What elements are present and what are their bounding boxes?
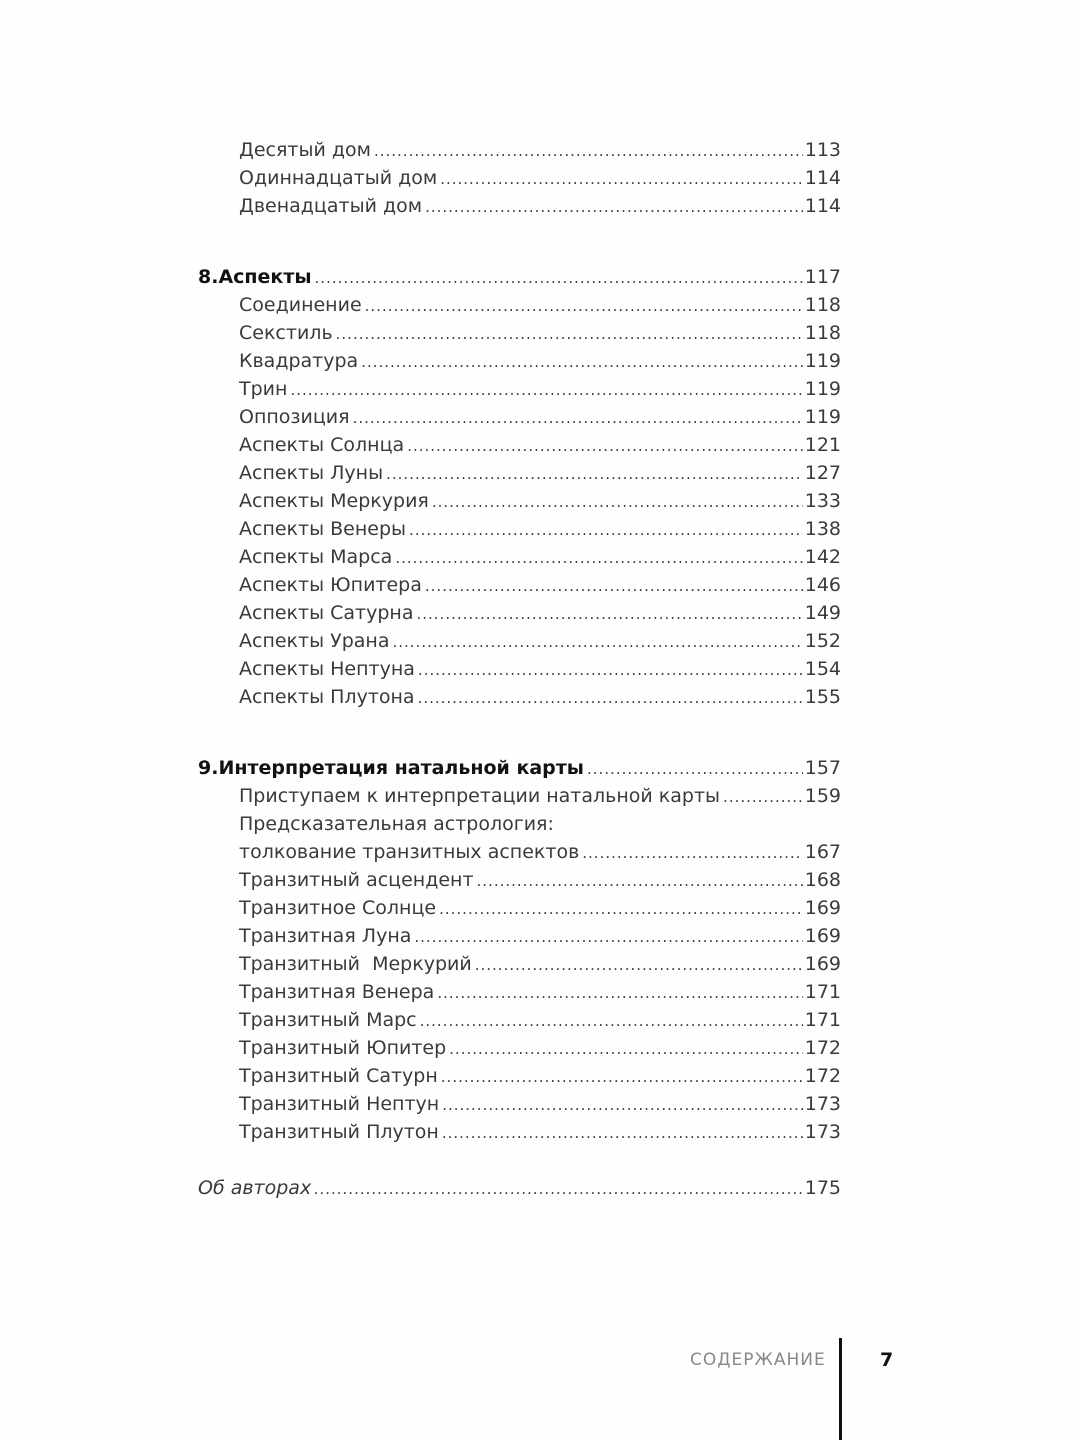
toc-entry-page: 149 [804,602,841,624]
toc-entry-title: Аспекты Венеры [239,518,407,540]
toc-entry-title: Транзитный Меркурий [239,953,472,975]
dot-leader [418,684,803,712]
dot-leader [582,839,802,867]
toc-entry-page: 146 [804,574,841,596]
toc-entry-page: 138 [804,518,841,540]
toc-entry-continued [239,810,841,838]
toc-entry-title: Соединение [239,294,362,316]
toc-entry-title: Оппозиция [239,406,350,428]
toc-entry-page: 167 [804,841,841,863]
toc-entry-title: Транзитный Юпитер [239,1037,447,1059]
toc-entry-title: Квадратура [239,350,359,372]
dot-leader [475,951,803,979]
dot-leader [437,979,802,1007]
toc-entry-title: Секстиль [239,322,333,344]
dot-leader [425,572,803,600]
toc-entry [239,543,841,571]
toc-entry-title: толкование транзитных аспектов [239,841,580,863]
toc-entry-page: 168 [804,869,841,891]
toc-entry-page: 159 [804,785,841,807]
toc-chapter-9 [198,754,841,782]
toc-entry [239,291,841,319]
chapter-number: 8. [198,266,219,288]
toc-entry [239,922,841,950]
toc-entry-title: Предсказательная астрология: [239,813,554,835]
toc-entry-title: Аспекты Сатурна [239,602,414,624]
dot-leader [395,544,802,572]
dot-leader [442,1119,803,1147]
toc-entry-title: Аспекты Юпитера [239,574,422,596]
page-number: 7 [880,1349,894,1371]
dot-leader [407,432,803,460]
toc-entry-page: 118 [804,322,841,344]
toc-entry-title: Об авторах [198,1177,312,1199]
toc-entry [239,1090,841,1118]
dot-leader [365,292,803,320]
toc-entry-page: 169 [804,897,841,919]
chapter-title: Интерпретация натальной карты [218,757,584,779]
toc-entry-page: 119 [804,406,841,428]
dot-leader [336,320,803,348]
toc-entry-page: 118 [804,294,841,316]
toc-entry-page: 114 [804,195,841,217]
toc-entry [239,164,841,192]
toc-entry-title: Трин [239,378,288,400]
dot-leader [393,628,803,656]
toc-entry-page: 171 [804,1009,841,1031]
toc-entry-title: Аспекты Меркурия [239,490,429,512]
toc-entry-title: Транзитная Венера [239,981,435,1003]
dot-leader [442,1091,803,1119]
toc-entry [239,599,841,627]
dot-leader [386,460,803,488]
toc-entry-page: 142 [804,546,841,568]
toc-entry-page: 175 [804,1177,841,1199]
toc-entry [239,1062,841,1090]
toc-entry-page: 113 [804,139,841,161]
dot-leader [723,783,803,811]
dot-leader [374,137,803,165]
toc-entry [239,403,841,431]
toc-entry [239,487,841,515]
toc-entry-title: Транзитный Плутон [239,1121,439,1143]
toc-entry [239,375,841,403]
toc-entry [239,950,841,978]
toc-entry-page: 121 [804,434,841,456]
toc-entry [239,571,841,599]
toc-entry-page: 154 [804,658,841,680]
toc-entry-title: Транзитный асцендент [239,869,474,891]
dot-leader [420,1007,803,1035]
dot-leader [477,867,803,895]
toc-entry-title: Аспекты Урана [239,630,390,652]
toc-entry-page: 173 [804,1121,841,1143]
toc-entry [239,655,841,683]
dot-leader [441,1063,803,1091]
dot-leader [432,488,803,516]
toc-entry [239,894,841,922]
toc-entry [239,1118,841,1146]
toc-entry-page: 155 [804,686,841,708]
dot-leader [439,895,803,923]
toc-entry [239,838,841,866]
chapter-title: Аспекты [218,266,312,288]
toc-entry [239,136,841,164]
toc-entry [239,192,841,220]
toc-entry-title: Приступаем к интерпретации натальной карты [239,785,721,807]
toc-entry-page: 172 [804,1037,841,1059]
chapter-page: 117 [804,266,841,288]
toc-entry-title: Транзитный Марс [239,1009,417,1031]
toc-entry [239,1034,841,1062]
toc-entry-title: Аспекты Солнца [239,434,405,456]
toc-entry-title: Одиннадцатый дом [239,167,438,189]
dot-leader [414,923,802,951]
dot-leader [449,1035,803,1063]
dot-leader [418,656,803,684]
toc-entry [239,683,841,711]
dot-leader [425,193,803,221]
footer-divider [839,1338,842,1440]
toc-entry-page: 119 [804,350,841,372]
toc-entry-authors [198,1174,841,1202]
toc-entry-title: Аспекты Плутона [239,686,415,708]
dot-leader [314,1175,803,1203]
toc-entry-title: Десятый дом [239,139,371,161]
toc-entry [239,866,841,894]
toc-entry-title: Транзитная Луна [239,925,412,947]
dot-leader [290,376,802,404]
dot-leader [353,404,803,432]
toc-entry [239,459,841,487]
chapter-page: 157 [804,757,841,779]
dot-leader [361,348,803,376]
toc-entry-page: 171 [804,981,841,1003]
toc-entry-page: 169 [804,953,841,975]
toc-entry [239,431,841,459]
toc-entry-page: 119 [804,378,841,400]
toc-entry [239,978,841,1006]
dot-leader [417,600,803,628]
toc-entry-page: 169 [804,925,841,947]
toc-entry-title: Транзитное Солнце [239,897,437,919]
toc-entry-page: 127 [804,462,841,484]
toc-entry-title: Транзитный Нептун [239,1093,440,1115]
toc-entry-title: Аспекты Марса [239,546,393,568]
toc-entry-title: Транзитный Сатурн [239,1065,438,1087]
toc-entry [239,515,841,543]
toc-entry [239,319,841,347]
toc-entry-title: Аспекты Луны [239,462,384,484]
toc-entry-page: 114 [804,167,841,189]
toc-entry [239,627,841,655]
toc-entry [239,347,841,375]
dot-leader [315,264,803,292]
toc-entry-title: Аспекты Нептуна [239,658,415,680]
running-footer-section: СОДЕРЖАНИЕ [690,1350,826,1370]
toc-entry-page: 173 [804,1093,841,1115]
chapter-number: 9. [198,757,219,779]
toc-chapter-8 [198,263,841,291]
toc-entry-page: 152 [804,630,841,652]
toc-entry-page: 133 [804,490,841,512]
toc-entry-title: Двенадцатый дом [239,195,423,217]
toc-entry [239,782,841,810]
toc-entry-page: 172 [804,1065,841,1087]
dot-leader [409,516,803,544]
dot-leader [587,755,803,783]
dot-leader [440,165,803,193]
toc-entry [239,1006,841,1034]
